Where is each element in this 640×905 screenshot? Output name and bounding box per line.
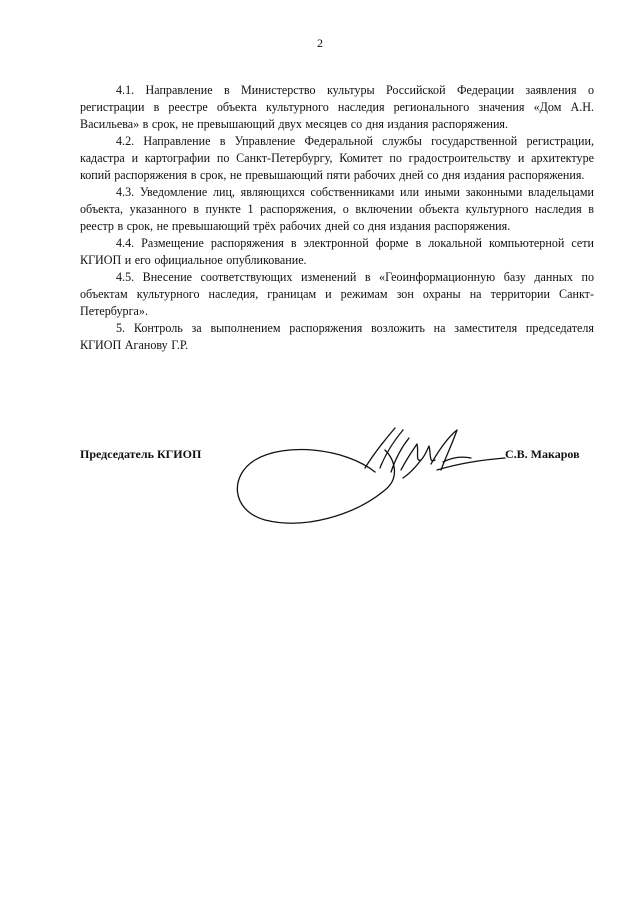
signature-block — [0, 420, 640, 530]
paragraph-4-3: 4.3. Уведомление лиц, являющихся собственниками или иными законными владельцами объекта, указанного в пункте 1 распоряжения, о включении объекта культурного наследия в реестр в срок, не превышающий трёх рабочих дней со дня издания распоряжения. — [80, 185, 594, 233]
paragraph-5: 5. Контроль за выполнением распоряжения возложить на заместителя председателя КГИОП Аганову Г.Р. — [80, 321, 594, 352]
paragraph-4-2: 4.2. Направление в Управление Федеральной службы государственной регистрации, кадастра и картографии по Санкт-Петербургу, Комитет по градостроительству и архитектуре копий распоряжения в срок, не превышающий пяти рабочих дней со дня издания распоряжения. — [80, 134, 594, 182]
paragraph-4-4: 4.4. Размещение распоряжения в электронной форме в локальной компьютерной сети КГИОП и его официальное опубликование. — [80, 236, 594, 267]
paragraph-4-5: 4.5. Внесение соответствующих изменений в «Геоинформационную базу данных по объектам культурного наследия, границам и режимам зон охраны на территории Санкт-Петербурга». — [80, 270, 594, 318]
signatory-title: Председатель КГИОП — [80, 447, 202, 461]
document-body — [80, 82, 594, 354]
signatory-name: С.В. Макаров — [505, 447, 580, 461]
page-number: 2 — [317, 36, 323, 50]
handwritten-signature — [225, 420, 515, 530]
paragraph-4-1: 4.1. Направление в Министерство культуры Российской Федерации заявления о регистрации в реестре объекта культурного наследия регионального значения «Дом А.Н. Васильева» в срок, не превышающий двух месяцев со дня издания распоряжения. — [80, 83, 594, 131]
